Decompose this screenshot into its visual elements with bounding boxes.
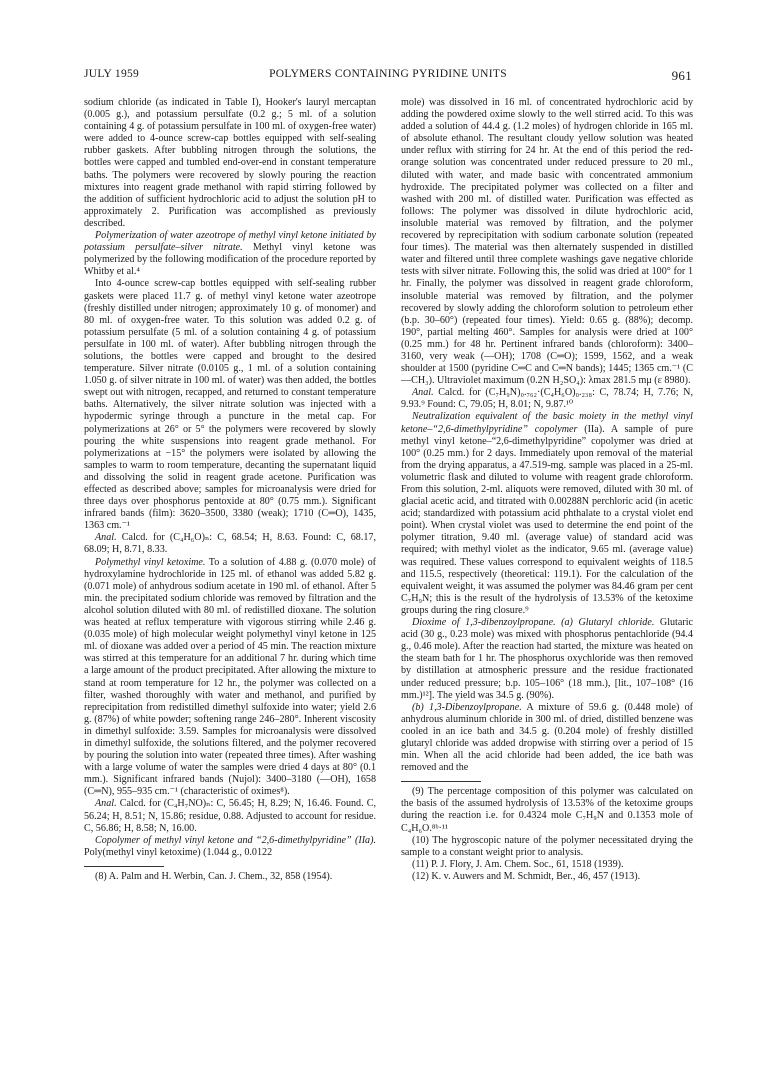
section-title: Copolymer of methyl vinyl ketone and “2,6-dimethylpyridine” (IIa). (95, 834, 376, 846)
paragraph (401, 411, 693, 617)
footnote-divider (401, 781, 481, 782)
paragraph-body: (IIa). A sample of pure methyl vinyl ketone–“2,6-dimethylpyridine” copolymer was dried at 100° (0.25 mm.) for 2 days. Immediately upon removal of the material from the drying apparatus, a 47.519-mg. sample was placed in a 25-ml. volumetric flask and diluted to volume with reagent grade chloroform. From this solution, 2-ml. aliquots were removed, diluted with 30 ml. of glacial acetic acid, and titrated with 0.00288N perchloric acid (in acetic acid; standardized with potassium acid phthalate to a crystal violet end point). When crystal violet was used to determine the end point of the polymer titration, 9.40 ml. (average value) of standard acid was required; with methyl violet as the indicator, 9.65 ml. (average value) was required. These values correspond to equivalent weights of 118.5 and 115.5, respectively (theoretical: 119.1). For the calculation of the equivalent weight, it was assumed the polymer was 84.46 gram per cent C₇H₉N; this is the result of the hydrolysis of 13.53% of the ketoxime groups during the ring closure.⁹ (401, 423, 693, 616)
footnote: (12) K. v. Auwers and M. Schmidt, Ber., 46, 457 (1913). (412, 870, 641, 882)
footnote: (9) The percentage composition of this polymer was calculated on the basis of the assumed hydrolysis of 13.53% of the ketoxime groups during the reaction i.e. for 0.4324 mole C₇H₉N and 0.1353 mole of C₄H₆O.⁸ᵇ·¹¹ (401, 786, 693, 834)
paragraph-body: Poly(methyl vinyl ketoxime) (1.044 g., 0.0122 (84, 846, 273, 858)
right-column (401, 97, 693, 883)
analysis-label: Anal. (412, 387, 434, 399)
paragraph-body: Glutaric acid (30 g., 0.23 mole) was mixed with phosphorus pentachloride (94.4 g., 0.46 mole). After the reaction had started, the mixture was heated on the steam bath for 1 hr. The phosphorus oxychloride was then removed by distillation at atmospheric pressure and the residue fractionated under reduced pressure; b.p. 105–106° (18 mm.), [lit., 107–108° (16 mm.)¹²]. The yield was 34.5 g. (90%). (401, 617, 693, 701)
paragraph-body: A mixture of 59.6 g. (0.448 mole) of anhydrous aluminum chloride in 300 ml. of dried, distilled benzene was cooled in an ice bath and 34.5 g. (0.204 mole) of freshly distilled glutaryl chloride was added dropwise with stirring over a period of 15 min. When all the acid chloride had been added, the ice bath was removed and the (401, 701, 693, 774)
section-title: Neutralization equivalent of the basic moiety in the methyl vinyl ketone–“2,6-dimethylpyridine” copolymer (401, 411, 693, 435)
paragraph-body: To a solution of 4.88 g. (0.070 mole) of hydroxylamine hydrochloride in 125 ml. of ethanol was added 5.82 g. (0.071 mole) of anhydrous sodium acetate in 190 ml. of ethanol. After 5 min. the precipitated sodium chloride was removed by filtration and the alcohol solution diluted with 80 ml. of redistilled dioxane. The solution was heated at reflux temperature with vigorous stirring while 2.46 g. (0.035 mole) of high molecular weight polymethyl vinyl ketone in 125 ml. of dioxane was added over a period of 45 min. The reaction mixture was stirred at this temperature for an additional 7 hr. during which time a large amount of the product precipitated. After allowing the mixture to stand at room temperature for 12 hr., the polymer was collected on a filter, washed thoroughly with water and methanol, and purified by reprecipitation from redistilled dimethyl sulfoxide into water; yield 2.6 g. (87%) of white powder; softening range 246–280°. Inherent viscosity in dimethyl sulfoxide: 3.59. Samples for microanalysis were dissolved in dimethyl sulfoxide, the solutions filtered, and the polymer recovered by pouring the solution into water (repeated three times). After washing with a large volume of water the samples were dried 4 days at 80° (0.1 mm.). Significant infrared bands (Nujol): 3400–3180 (—OH), 1658 (C═N), 955–935 cm.⁻¹ (characteristic of oximes⁸). (84, 556, 376, 798)
paragraph: mole) was dissolved in 16 ml. of concentrated hydrochloric acid by adding the powdered oxime slowly to the well stirred acid. To this was added a solution of 44.4 g. (1.2 moles) of hydrogen chloride in 165 ml. of absolute ethanol. The resultant cloudy yellow solution was heated under reflux with stirring for 24 hr. At the end of this period the red-orange solution was concentrated under reduced pressure to 20 ml., diluted with water, and made basic with concentrated ammonium hydroxide. The precipitated polymer was collected on a filter and washed with 200 ml. of distilled water. Purification was effected as follows: The polymer was dissolved in dilute hydrochloric acid, insoluble material was removed by filtration, and the polymer recovered by reprecipitation with sodium carbonate solution (repeated four times). The material was then alternately suspended in distilled water and filtered until three complete washings gave negative chloride tests with silver nitrate. Following this, the solid was dried at 100° for 1 hr. Finally, the polymer was dissolved in reagent grade chloroform, insoluble material was removed by filtration, and the polymer recovered by slowly adding the chloroform solution to petroleum ether (b.p. 30–60°) (repeated four times). Yield: 0.65 g. (88%); decomp. 190°, partial melting 460°. Samples for analysis were dried at 100° (0.25 mm.) for 48 hr. Pertinent infrared bands (chloroform): 3400–3160, very weak (—OH); 1708 (C═O); 1599, 1562, and a weak shoulder at 1500 (pyridine C═C and C═N bands); 1445; 1365 cm.⁻¹ (C—CH₃). Ultraviolet maximum (0.2N H₂SO₄): λmax 281.5 mμ (ε 8980). (401, 97, 693, 387)
section-title: Dioxime of 1,3-dibenzoylpropane. (a) Glutaryl chloride. (412, 617, 655, 629)
header-title: POLYMERS CONTAINING PYRIDINE UNITS (269, 68, 507, 80)
footnote: (8) A. Palm and H. Werbin, Can. J. Chem., 32, 858 (1954). (95, 870, 333, 882)
paragraph: Into 4-ounce screw-cap bottles equipped with self-sealing rubber gaskets were placed 11.7 g. of methyl vinyl ketone water azeotrope (freshly distilled under nitrogen; approximately 10 g. of monomer) and 80 ml. of oxygen-free water. To this solution was added 0.2 g. of potassium persulfate (5 ml. of a solution containing 4 g. of potassium persulfate in 100 ml. of water). After bubbling nitrogen through the solutions, the bottles were capped and brought to the desired temperature. Silver nitrate (0.0105 g., 1 ml. of a solution containing 1.050 g. of silver nitrate in 100 ml. of water) was then added, the bottles swept out with nitrogen, recapped, and returned to constant temperature baths. Alternatively, the silver nitrate solution was injected with a hypodermic syringe through a puncture in the metal cap. For polymerizations at 26° or 5° the polymers were recovered by slowly pouring the white suspensions into reagent grade methanol. For polymerizations at −15° the polymers were isolated by allowing the samples to warm to room temperature, decanting the supernatant liquid and dissolving the solid in reagent grade acetone. Purification was effected as described above; samples for microanalysis were dried for three days over phosphorus pentoxide at 80° (0.75 mm.). Significant infrared bands (film): 3620–3500, 3380 (weak); 1710 (C═O), 1435, 1363 cm.⁻¹ (84, 278, 376, 532)
paragraph (401, 617, 693, 702)
section-title: Polymerization of water azeotrope of methyl vinyl ketone initiated by potassium persulfate–silver nitrate. (84, 230, 376, 254)
page-number: 961 (671, 68, 692, 83)
footnote: (11) P. J. Flory, J. Am. Chem. Soc., 61, 1518 (1939). (412, 858, 624, 870)
running-header (84, 68, 692, 84)
header-date: JULY 1959 (84, 68, 140, 80)
footnote-divider (84, 866, 164, 867)
analysis-label: Anal. (95, 532, 117, 544)
section-title: Polymethyl vinyl ketoxime. (95, 556, 206, 568)
paragraph (84, 230, 376, 278)
paragraph (84, 798, 376, 834)
left-column (84, 97, 376, 883)
section-title: (b) 1,3-Dibenzoylpropane. (412, 701, 522, 713)
paragraph: sodium chloride (as indicated in Table I), Hooker's lauryl mercaptan (0.005 g.), and potassium persulfate (0.2 g.; 5 ml. of a solution containing 4 g. of potassium persulfate in 100 ml. of oxygen-free water) were added to 4-ounce screw-cap bottles equipped with self-sealing rubber gaskets. After bubbling nitrogen through the solutions, the bottles were capped and tumbled end-over-end in constant temperature baths. The polymers were recovered by slowly pouring the reaction mixtures into reagent grade methanol with rapid stirring followed by the addition of sufficient hydrochloric acid to adjust the solution pH to approximately 2. Purification was accomplished as previously described. (84, 97, 376, 229)
paragraph (84, 835, 376, 859)
paragraph-body: Calcd. for (C₄H₇NO)ₙ: C, 56.45; H, 8.29; N, 16.46. Found. C, 56.24; H, 8.51; N, 15.86; residue, 0.88. Adjusted to account for residue. C, 56.86; H, 8.58; N, 16.00. (84, 798, 376, 834)
footnote: (10) The hygroscopic nature of the polymer necessitated drying the sample to a constant weight prior to analysis. (401, 834, 693, 858)
paragraph (84, 557, 376, 799)
paragraph-body: Methyl vinyl ketone was polymerized by the following modification of the procedure reported by Whitby et al.⁴ (84, 242, 376, 278)
paragraph (401, 387, 693, 411)
paragraph (84, 532, 376, 556)
analysis-label: Anal. (95, 798, 117, 810)
paragraph-body: Calcd. for (C₇H₉N)₀.₇₆₂·(C₄H₆O)₀.₂₃₈: C, 78.74; H, 7.76; N, 9.93.⁹ Found: C, 79.05; H, 8.01; N, 9.87.¹⁰ (401, 387, 693, 411)
paragraph-body: Calcd. for (C₄H₆O)ₙ: C, 68.54; H, 8.63. Found: C, 68.17, 68.09; H, 8.71, 8.33. (84, 532, 376, 556)
paragraph (401, 702, 693, 775)
